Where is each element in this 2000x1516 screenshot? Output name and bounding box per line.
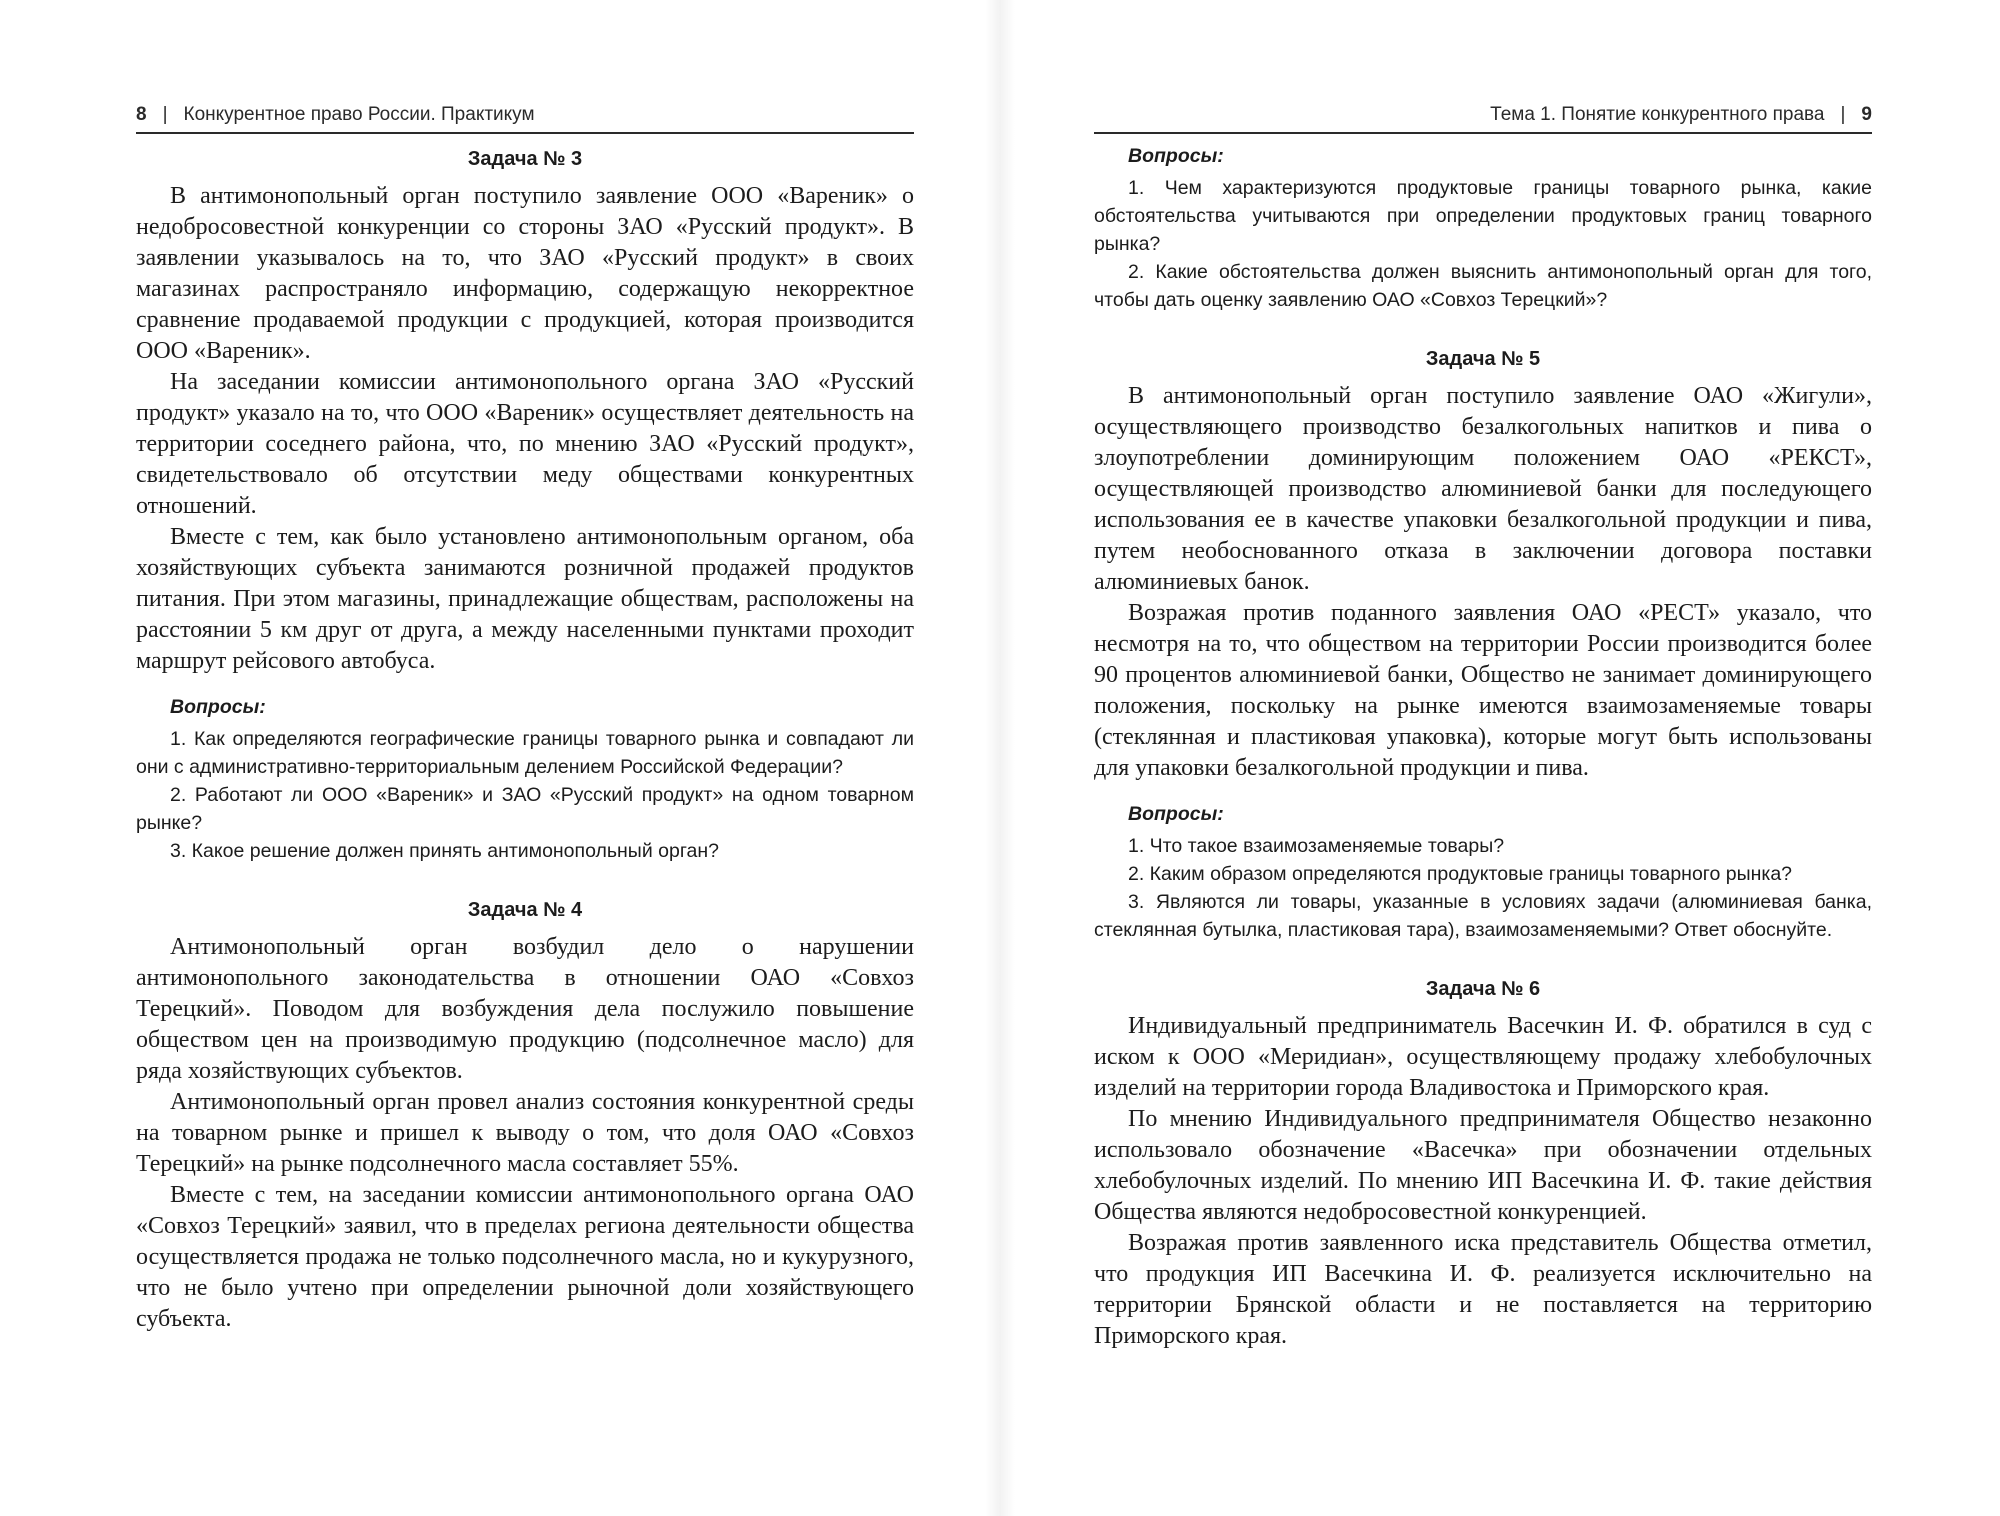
task3-paragraph: На заседании комиссии антимонопольного органа ЗАО «Русский продукт» указало на то, что ООО «Вареник» осуществляет деятельность на территории соседнего района, что, по мнению ЗАО «Русский продукт», свидетельствовало об отсутствии меду обществами конкурентных отношений. [136, 369, 914, 519]
right-header-title: Тема 1. Понятие конкурентного права [1490, 104, 1825, 125]
left-running-header [136, 98, 914, 134]
question-item: 2. Работают ли ООО «Вареник» и ЗАО «Русский продукт» на одном товарном рынке? [136, 784, 914, 834]
task6-paragraph: По мнению Индивидуального предпринимателя Общество незаконно использовало обозначение «Васечка» при обозначении отдельных хлебобулочных изделий. По мнению ИП Васечкина И. Ф. такие действия Общества являются недобросовестной конкуренцией. [1094, 1106, 1872, 1225]
task5-title: Задача № 5 [1425, 348, 1541, 370]
left-header-title: Конкурентное право России. Практикум [183, 104, 535, 125]
questions-heading: Вопросы: [1128, 803, 1224, 825]
task4-paragraph: Вместе с тем, на заседании комиссии антимонопольного органа ОАО «Совхоз Терецкий» заявил, что в пределах региона деятельности общества осуществляется продажа не только подсолнечного масла, но и кукурузного, что не было учтено при определении рыночной доли хозяйствующего субъекта. [136, 1182, 914, 1332]
questions-heading: Вопросы: [170, 696, 266, 718]
right-page-number: 9 [1861, 104, 1872, 125]
right-running-header [1094, 98, 1872, 134]
question-item: 1. Как определяются географические границы товарного рынка и совпадают ли они с административно-территориальным делением Российской Федерации? [136, 728, 914, 778]
task5-paragraph: В антимонопольный орган поступило заявление ОАО «Жигули», осуществляющего производство безалкогольных напитков и пива о злоупотреблении доминирующим положением ОАО «РЕКСТ», осуществляющей производство алюминиевой банки для последующего использования ее в качестве упаковки безалкогольной продукции и пива, путем необоснованного отказа в заключении договора поставки алюминиевых банок. [1094, 383, 1872, 595]
question-item: 2. Каким образом определяются продуктовые границы товарного рынка? [1128, 863, 1793, 885]
task4-title: Задача № 4 [467, 899, 583, 921]
question-item: 3. Являются ли товары, указанные в условиях задачи (алюминиевая банка, стеклянная бутылка, пластиковая тара), взаимозаменяемыми? Ответ обоснуйте. [1094, 891, 1872, 941]
task3-paragraph: Вместе с тем, как было установлено антимонопольным органом, оба хозяйствующих субъекта занимаются розничной продажей продуктов питания. При этом магазины, принадлежащие обществам, расположены на расстоянии 5 км друг от друга, а между населенными пунктами проходит маршрут рейсового автобуса. [136, 524, 914, 674]
question-item: 1. Чем характеризуются продуктовые границы товарного рынка, какие обстоятельства учитываются при определении продуктовых границ товарного рынка? [1094, 177, 1872, 255]
task5-questions [1094, 800, 1872, 944]
header-separator: | [162, 104, 168, 125]
task6-paragraph: Возражая против заявленного иска представитель Общества отметил, что продукция ИП Васечкина И. Ф. реализуется исключительно на территории Брянской области и не поставляется на территорию Приморского края. [1094, 1230, 1872, 1349]
left-page-number: 8 [136, 104, 147, 125]
task6-paragraph: Индивидуальный предприниматель Васечкин И. Ф. обратился в суд с иском к ООО «Меридиан», осуществляющему продажу хлебобулочных изделий на территории города Владивостока и Приморского края. [1094, 1013, 1872, 1101]
task6-title: Задача № 6 [1425, 978, 1541, 1000]
header-separator: | [1840, 104, 1846, 125]
questions-heading: Вопросы: [1128, 145, 1224, 167]
task5-paragraph: Возражая против поданного заявления ОАО «РЕСТ» указало, что несмотря на то, что обществом на территории России производится более 90 процентов алюминиевой банки, Общество не занимает доминирующего положения, поскольку на рынке имеются взаимозаменяемые товары (стеклянная и пластиковая упаковка), которые могут быть использованы для упаковки безалкогольной продукции и пива. [1094, 600, 1872, 781]
question-item: 1. Что такое взаимозаменяемые товары? [1128, 835, 1505, 857]
question-item: 2. Какие обстоятельства должен выяснить антимонопольный орган для того, чтобы дать оценку заявлению ОАО «Совхоз Терецкий»? [1094, 261, 1872, 311]
task3-questions [136, 693, 914, 865]
right-page [1000, 0, 2000, 1516]
task4-questions [1094, 142, 1872, 314]
task3-title: Задача № 3 [467, 148, 583, 170]
question-item: 3. Какое решение должен принять антимонопольный орган? [170, 840, 719, 862]
task3-paragraph: В антимонопольный орган поступило заявление ООО «Вареник» о недобросовестной конкуренции со стороны ЗАО «Русский продукт». В заявлении указывалось на то, что ЗАО «Русский продукт» в своих магазинах распространяло информацию, содержащую некорректное сравнение продаваемой продукции с продукцией, которая производится ООО «Вареник». [136, 183, 914, 364]
task4-paragraph: Антимонопольный орган провел анализ состояния конкурентной среды на товарном рынке и пришел к выводу о том, что доля ОАО «Совхоз Терецкий» на рынке подсолнечного масла составляет 55%. [136, 1089, 914, 1177]
task4-paragraph: Антимонопольный орган возбудил дело о нарушении антимонопольного законодательства в отношении ОАО «Совхоз Терецкий». Поводом для возбуждения дела послужило повышение обществом цен на производимую продукцию (подсолнечное масло) для ряда хозяйствующих субъектов. [136, 934, 914, 1084]
